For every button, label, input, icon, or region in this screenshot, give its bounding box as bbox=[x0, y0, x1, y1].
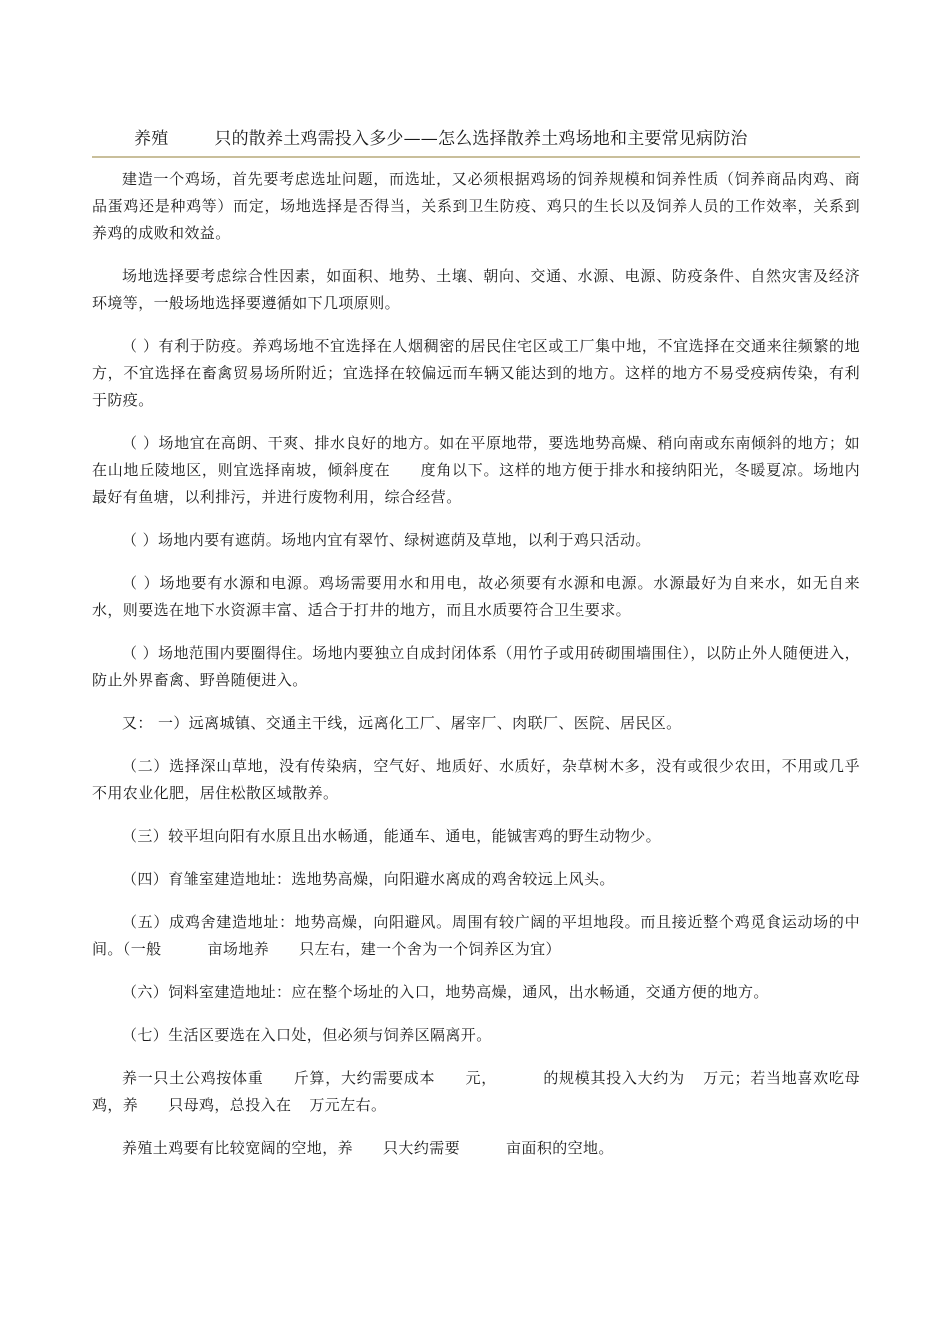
item5-text-1: （五）成鸡舍建造地址：地势高燥，向阳避风。周围有较广阔的平坦地段。而且接近整个鸡觅食运动场的中间。（一般 bbox=[92, 913, 860, 958]
paragraph-item-6: （六）饲料室建造地址：应在整个场址的入口，地势高燥，通风，出水畅通，交通方便的地方。 bbox=[122, 983, 769, 1001]
investment-text-4: 的规模其投入大约为 bbox=[543, 1069, 685, 1087]
title-part-2: 只的散养土鸡需投入多少——怎么选择散养土鸡场地和主要常见病防治 bbox=[214, 129, 748, 149]
paragraph-item-2: （二）选择深山草地，没有传染病，空气好、地质好、水质好，杂草树木多，没有或很少农田，不用或几乎不用农业化肥，居住松散区域散养。 bbox=[92, 757, 860, 802]
paragraph-intro: 建造一个鸡场，首先要考虑选址问题，而选址，又必须根据鸡场的饲养规模和饲养性质（饲养商品肉鸡、商品蛋鸡还是种鸡等）而定，场地选择是否得当，关系到卫生防疫、鸡只的生长以及饲养人员的工作效率，关系到养鸡的成败和效益。 bbox=[92, 170, 860, 242]
document-title bbox=[92, 126, 860, 152]
paragraph-principles: 场地选择要考虑综合性因素，如面积、地势、土壤、朝向、交通、水源、电源、防疫条件、自然灾害及经济环境等，一般场地选择要遵循如下几项原则。 bbox=[92, 267, 860, 312]
paragraph-investment bbox=[92, 1065, 860, 1119]
paragraph-terrain bbox=[92, 430, 860, 511]
paragraph-item-3: （三）较平坦向阳有水原且出水畅通，能通车、通电，能铖害鸡的野生动物少。 bbox=[122, 827, 662, 845]
investment-text-5: 万元；若当地喜欢吃母鸡，养 bbox=[92, 1069, 860, 1114]
paragraph-enclosure: （ ）场地范围内要圈得住。场地内要独立自成封闭体系（用竹子或用砖砌围墙围住），以防止外人随便进入，防止外界畜禽、野兽随便进入。 bbox=[92, 644, 860, 689]
investment-text-1: 养一只土公鸡按体重 bbox=[122, 1069, 264, 1087]
investment-text-2: 斤算，大约需要成本 bbox=[293, 1069, 436, 1087]
item5-text-3: 只左右，建一个舍为一个饲养区为宜） bbox=[299, 940, 561, 958]
investment-text-3: 元， bbox=[465, 1069, 498, 1087]
paragraph-water-power: （ ）场地要有水源和电源。鸡场需要用水和用电，故必须要有水源和电源。水源最好为自来水，如无自来水，则要选在地下水资源丰富、适合于打井的地方，而且水质要符合卫生要求。 bbox=[92, 574, 860, 619]
paragraph-item-5 bbox=[92, 909, 860, 963]
paragraph-epidemic-prevention: （ ）有利于防疫。养鸡场地不宜选择在人烟稠密的居民住宅区或工厂集中地，不宜选择在交通来往频繁的地方，不宜选择在畜禽贸易场所附近；宜选择在较偏远而车辆又能达到的地方。这样的地方不易受疫病传染，有利于防疫。 bbox=[92, 337, 860, 409]
land-text-3: 亩面积的空地。 bbox=[506, 1139, 614, 1157]
title-part-1: 养殖 bbox=[134, 129, 169, 149]
document-page bbox=[92, 126, 860, 1178]
item5-text-2: 亩场地养 bbox=[207, 940, 270, 958]
paragraph-shade: （ ）场地内要有遮荫。场地内宜有翠竹、绿树遮荫及草地，以利于鸡只活动。 bbox=[122, 531, 651, 549]
land-text-1: 养殖土鸡要有比较宽阔的空地，养 bbox=[122, 1139, 354, 1157]
investment-text-6: 只母鸡，总投入在 bbox=[168, 1096, 292, 1114]
paragraph-land-area bbox=[92, 1135, 860, 1162]
title-divider bbox=[92, 156, 860, 158]
investment-text-7: 万元左右。 bbox=[309, 1096, 387, 1114]
paragraph-item-1: 又： 一）远离城镇、交通主干线，远离化工厂、屠宰厂、肉联厂、医院、居民区。 bbox=[122, 714, 682, 732]
terrain-text-2: 度角以下。这样的地方便于排水和接纳阳光，冬暖夏凉。场地内最好有鱼塘，以利排污，并进行废物利用，综合经营。 bbox=[92, 461, 860, 506]
land-text-2: 只大约需要 bbox=[383, 1139, 461, 1157]
terrain-text-1: （ ）场地宜在高朗、干爽、排水良好的地方。如在平原地带，要选地势高燥、稍向南或东南倾斜的地方；如在山地丘陵地区，则宜选择南坡，倾斜度在 bbox=[92, 434, 860, 479]
paragraph-item-7: （七）生活区要选在入口处，但必须与饲养区隔离开。 bbox=[122, 1026, 492, 1044]
paragraph-item-4: （四）育雏室建造地址：选地势高燥，向阳避水离成的鸡舍较远上风头。 bbox=[122, 870, 615, 888]
